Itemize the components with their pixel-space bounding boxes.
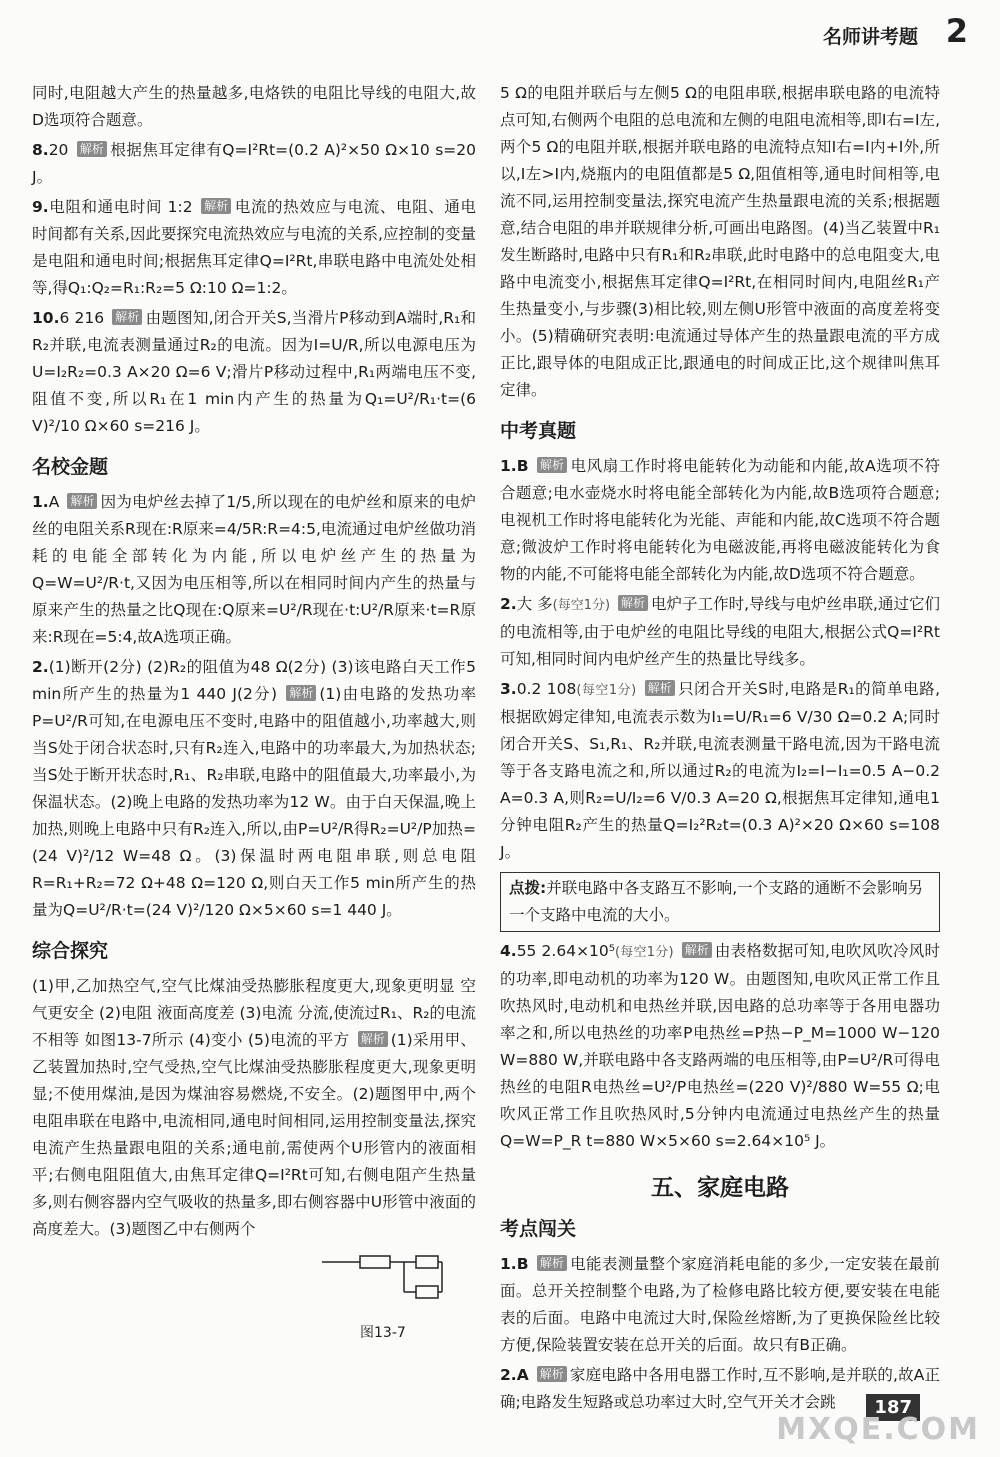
section-heading-checkpoint: 考点闯关 [500, 1218, 577, 1240]
page-header [0, 0, 1000, 78]
analysis-tag: 解析 [286, 685, 316, 701]
analysis-tag: 解析 [537, 1366, 567, 1382]
header-logo-icon: 2 [945, 12, 968, 50]
answer-item-9: 9.电阻和通电时间 1:2 解析 电流的热效应与电流、电阻、通电时间都有关系,因此要探究电流热效应与电流的关系,应控制的变量是电阻和通电时间;根据焦耳定律Q=I²Rt,串联电路中电流处处相等,得Q₁:Q₂=R₁:R₂=5 Ω:10 Ω=1:2。 [32, 198, 476, 297]
answer-item-k4: 4.55 2.64×10⁵(每空1分) 解析 由表格数据可知,电吹风吹冷风时的功率,即电动机的功率为120 W。由题图知,电吹风正常工作且吹热风时,电动机和电热丝并联,因电路的总功率等于各用电器功率之和,所以电热丝的功率P电热丝=P热−P_M=1000 W−120 W=880 W,并联电路中各支路两端的电压相等,由P=U²/R可得电热丝的电阻R电热丝=U²/P电热丝=(220 V)²/880 W=55 Ω;电吹风正常工作且吹热风时,5分钟内电流通过电热丝产生的热量Q=W=P_R t=880 W×5×60 s=2.64×10⁵ J。 [500, 942, 940, 1150]
figure-caption: 图13-7 [360, 1325, 406, 1341]
answer-item-h2: 2.A 解析 家庭电路中各用电器工作时,互不影响,是并联的,故A正确;电路发生短路或总功率过大时,空气开关才会跳 [500, 1366, 940, 1411]
tip-label: 点拨: [509, 879, 547, 897]
continued-paragraph: 同时,电阻越大产生的热量越多,电烙铁的电阻比导线的电阻大,故D选项符合题意。 [32, 84, 476, 129]
answer-item-k1: 1.B 解析 电风扇工作时将电能转化为动能和内能,故A选项不符合题意;电水壶烧水时将电能全部转化为内能,故B选项符合题意;电视机工作时将电能转化为光能、声能和内能,故C选项不符合题意;微波炉工作时将电能转化为电磁波能,再将电磁波能转化为食物的内能,不可能将电能全部转化为内能,故D选项不符合题意。 [500, 457, 940, 583]
analysis-tag: 解析 [112, 309, 142, 325]
analysis-tag: 解析 [618, 595, 648, 611]
answer-item-k2: 2.大 多(每空1分) 解析 电炉子工作时,导线与电炉丝串联,通过它们的电流相等,由于电炉丝的电阻比导线的电阻大,根据公式Q=I²Rt可知,相同时间内电炉丝产生的热量比导线多。 [500, 595, 940, 668]
left-column [32, 80, 476, 1246]
circuit-figure [320, 1250, 444, 1320]
answer-item-m1: 1.A 解析 因为电炉丝去掉了1/5,所以现在的电炉丝和原来的电炉丝的电阻关系R现在:R原来=4/5R:R=4:5,电流通过电炉丝做功消耗的电能全部转化为内能,所以电炉丝产生的热量为Q=W=U²/R·t,又因为电压相等,所以在相同时间内产生的热量与原来产生的热量之比Q现在:Q原来=U²/R现在·t:U²/R原来·t=R原来:R现在=5:4,故A选项正确。 [32, 493, 476, 646]
unit-title: 五、家庭电路 [651, 1175, 789, 1201]
analysis-tag: 解析 [67, 493, 97, 509]
analysis-tag: 解析 [537, 1255, 567, 1271]
answer-item-k3: 3.0.2 108(每空1分) 解析 只闭合开关S时,电路是R₁的简单电路,根据欧姆定律知,电流表示数为I₁=U/R₁=6 V/30 Ω=0.2 A;同时闭合开关S、S₁,R₁、R₂并联,电流表测量干路电流,因为干路电流等于各支路电流之和,所以通过R₂的电流为I₂=I−I₁=0.5 A−0.2 A=0.3 A,则R₂=U/I₂=6 V/0.3 A=20 Ω,根据焦耳定律知,通电1分钟电阻R₂产生的热量Q=I₂²R₂t=(0.3 A)²×20 Ω×60 s=108 J。 [500, 680, 940, 861]
analysis-tag: 解析 [358, 1031, 388, 1047]
analysis-tag: 解析 [682, 942, 712, 958]
section-heading-comprehensive: 综合探究 [32, 940, 109, 962]
section-heading-famous-school: 名校金题 [32, 456, 109, 478]
tip-text: 并联电路中各支路互不影响,一个支路的通断不会影响另一个支路中电流的大小。 [509, 879, 924, 924]
continued-explanation: 5 Ω的电阻并联后与左侧5 Ω的电阻串联,根据串联电路的电流特点可知,右侧两个电阻的总电流和左侧的电阻电流相等,即I右=I左,两个5 Ω的电阻并联,根据并联电路的电流特点知I右=I内+I外,所以,I左>I内,烧瓶内的电阻值都是5 Ω,阻值相等,通电时间相等,电流不同,运用控制变量法,探究电流产生热量跟电流的关系;根据题意,结合电阻的串并联规律分析,可画出电路图。(4)当乙装置中R₁发生断路时,电路中只有R₁和R₂串联,此时电路中的总电阻变大,电路中电流变小,根据焦耳定律Q=I²Rt,在相同时间内,电阻丝R₁产生热量变小,与步骤(3)相比较,则左侧U形管中液面的高度差将变小。(5)精确研究表明:电流通过导体产生的热量跟电流的平方成正比,跟导体的电阻成正比,跟通电的时间成正比,这个规律叫焦耳定律。 [500, 84, 940, 399]
answer-item-8: 8.20 解析 根据焦耳定律有Q=I²Rt=(0.2 A)²×50 Ω×10 s=20 J。 [32, 141, 476, 186]
answer-item-10: 10.6 216 解析 由题图知,闭合开关S,当滑片P移动到A端时,R₁和R₂并联,电流表测量通过R₂的电流。因为I=U/R,所以电源电压为U=I₂R₂=0.3 A×20 Ω=6 V;滑片P移动过程中,R₁两端电压不变,阻值不变,所以R₁在1 min内产生的热量为Q₁=U²/R₁·t=(6 V)²/10 Ω×60 s=216 J。 [32, 309, 476, 435]
analysis-tag: 解析 [77, 141, 107, 157]
watermark: MXQE.COM [776, 1412, 980, 1447]
comprehensive-answer: (1)甲,乙加热空气,空气比煤油受热膨胀程度更大,现象更明显 空气更安全 (2)电阻 液面高度差 (3)电流 分流,使流过R₁、R₂的电流不相等 如图13-7所示 (4)变小 (5)电流的平方 解析 (1)采用甲、乙装置加热时,空气受热,空气比煤油受热膨胀程度更大,现象更明显;不使用煤油,是因为煤油容易燃烧,不安全。(2)题图甲中,两个电阻串联在电路中,电流相同,通电时间相同,运用控制变量法,探究电流产生热量跟电阻的关系;通电前,需使两个U形管内的液面相平;右侧电阻阻值大,由焦耳定律Q=I²Rt可知,右侧电阻产生热量多,则右侧容器内空气吸收的热量多,即右侧容器中U形管中液面的高度差大。(3)题图乙中右侧两个 [32, 977, 476, 1238]
analysis-tag: 解析 [201, 198, 231, 214]
header-title: 名师讲考题 [822, 26, 918, 48]
tip-box [500, 872, 940, 932]
analysis-tag: 解析 [537, 457, 567, 473]
right-column [500, 80, 940, 1419]
answer-item-h1: 1.B 解析 电能表测量整个家庭消耗电能的多少,一定安装在最前面。总开关控制整个电路,为了检修电路比较方便,要安装在电能表的后面。电路中电流过大时,保险丝熔断,为了更换保险丝比较方便,保险装置安装在总开关的后面。故只有B正确。 [500, 1255, 940, 1354]
answer-item-m2: 2.(1)断开(2分) (2)R₂的阻值为48 Ω(2分) (3)该电路白天工作5 min所产生的热量为1 440 J(2分) 解析 (1)由电路的发热功率P=U²/R可知,在电源电压不变时,电路中的阻值越小,功率越大,则当S处于闭合状态时,只有R₂连入,电路中的功率最大,为加热状态;当S处于断开状态时,R₁、R₂串联,电路中的阻值最大,功率最小,为保温状态。(2)晚上电路的发热功率为12 W。由于白天保温,晚上加热,则晚上电路中只有R₂连入,所以,由P=U²/R得R₂=U²/P加热=(24 V)²/12 W=48 Ω。(3)保温时两电阻串联,则总电阻R=R₁+R₂=72 Ω+48 Ω=120 Ω,则白天工作5 min所产生的热量为Q=U²/R·t=(24 V)²/120 Ω×5×60 s=1 440 J。 [32, 658, 476, 919]
section-heading-exam: 中考真题 [500, 420, 577, 442]
page-number: 187 [866, 1394, 920, 1421]
analysis-tag: 解析 [645, 680, 675, 696]
